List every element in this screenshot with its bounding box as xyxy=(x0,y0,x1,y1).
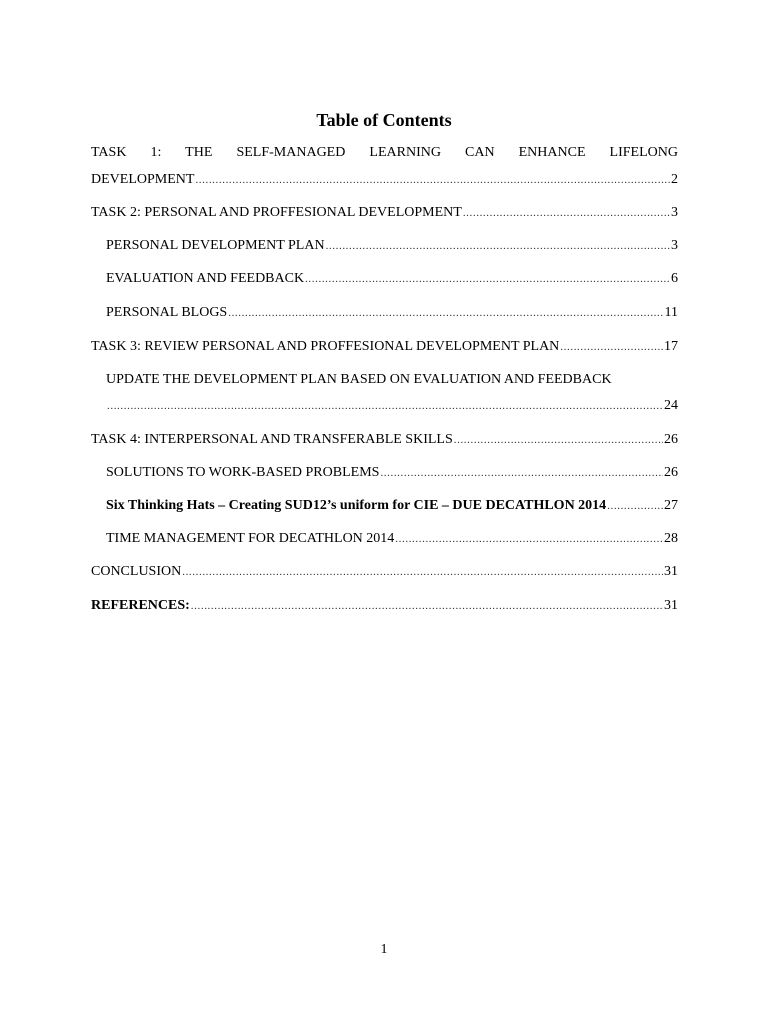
toc-eval[interactable] xyxy=(106,269,678,289)
toc-references[interactable] xyxy=(91,596,678,616)
toc-blogs-label: PERSONAL BLOGS xyxy=(106,305,228,320)
toc-conclusion[interactable] xyxy=(91,562,678,582)
toc-task3-label: TASK 3: REVIEW PERSONAL AND PROFFESIONAL DEVELOPMENT PLAN xyxy=(91,339,560,354)
toc-task3[interactable] xyxy=(91,337,678,357)
toc-title: Table of Contents xyxy=(316,110,452,130)
dot-leader xyxy=(182,562,663,582)
toc-conclusion-label: CONCLUSION xyxy=(91,564,182,579)
toc-pdp-page: 3 xyxy=(671,238,678,253)
dot-leader xyxy=(395,529,663,549)
toc-references-label: REFERENCES: xyxy=(91,598,190,613)
dot-leader xyxy=(326,236,670,256)
page-number: 1 xyxy=(380,942,388,957)
toc-update-page: 24 xyxy=(664,398,678,413)
dot-leader xyxy=(454,430,663,450)
toc-task1-label-line2: DEVELOPMENT xyxy=(91,172,195,187)
toc-task4[interactable] xyxy=(91,430,678,450)
toc-task1-label-line1: TASK 1: THE SELF-MANAGED LEARNING CAN ENHANCE LIFELONG xyxy=(91,145,678,160)
dot-leader xyxy=(228,303,663,323)
toc-task3-page: 17 xyxy=(664,339,678,354)
toc-task2-label: TASK 2: PERSONAL AND PROFFESIONAL DEVELOPMENT xyxy=(91,205,462,220)
dot-leader xyxy=(380,463,663,483)
toc-references-page: 31 xyxy=(664,598,678,613)
toc-solutions-label: SOLUTIONS TO WORK-BASED PROBLEMS xyxy=(106,465,380,480)
dot-leader xyxy=(463,203,670,223)
toc-time-label: TIME MANAGEMENT FOR DECATHLON 2014 xyxy=(106,531,395,546)
toc-task1-line2[interactable] xyxy=(91,170,678,190)
dot-leader xyxy=(107,396,663,416)
dot-leader xyxy=(195,170,670,190)
toc-task2-page: 3 xyxy=(671,205,678,220)
toc-time[interactable] xyxy=(106,529,678,549)
toc-pdp-label: PERSONAL DEVELOPMENT PLAN xyxy=(106,238,325,253)
dot-leader xyxy=(560,337,663,357)
toc-task1-line1[interactable] xyxy=(91,143,678,163)
toc-eval-page: 6 xyxy=(671,271,678,286)
dot-leader xyxy=(191,596,663,616)
toc-task4-label: TASK 4: INTERPERSONAL AND TRANSFERABLE SKILLS xyxy=(91,432,453,447)
toc-update-line2[interactable] xyxy=(106,396,678,416)
dot-leader xyxy=(607,496,663,516)
toc-eval-label: EVALUATION AND FEEDBACK xyxy=(106,271,305,286)
toc-solutions[interactable] xyxy=(106,463,678,483)
toc-hats-page: 27 xyxy=(664,498,678,513)
toc-blogs[interactable] xyxy=(106,303,678,323)
toc-pdp[interactable] xyxy=(106,236,678,256)
toc-conclusion-page: 31 xyxy=(664,564,678,579)
dot-leader xyxy=(305,269,670,289)
toc-task1-page: 2 xyxy=(671,172,678,187)
toc-solutions-page: 26 xyxy=(664,465,678,480)
toc-update-label: UPDATE THE DEVELOPMENT PLAN BASED ON EVALUATION AND FEEDBACK xyxy=(106,372,612,387)
toc-update-line1[interactable] xyxy=(106,370,678,390)
toc-task2[interactable] xyxy=(91,203,678,223)
toc-hats-label: Six Thinking Hats – Creating SUD12’s uniform for CIE – DUE DECATHLON 2014 xyxy=(106,498,607,513)
toc-blogs-page: 11 xyxy=(664,305,678,320)
toc-task4-page: 26 xyxy=(664,432,678,447)
toc-time-page: 28 xyxy=(664,531,678,546)
toc-hats[interactable] xyxy=(106,496,678,516)
